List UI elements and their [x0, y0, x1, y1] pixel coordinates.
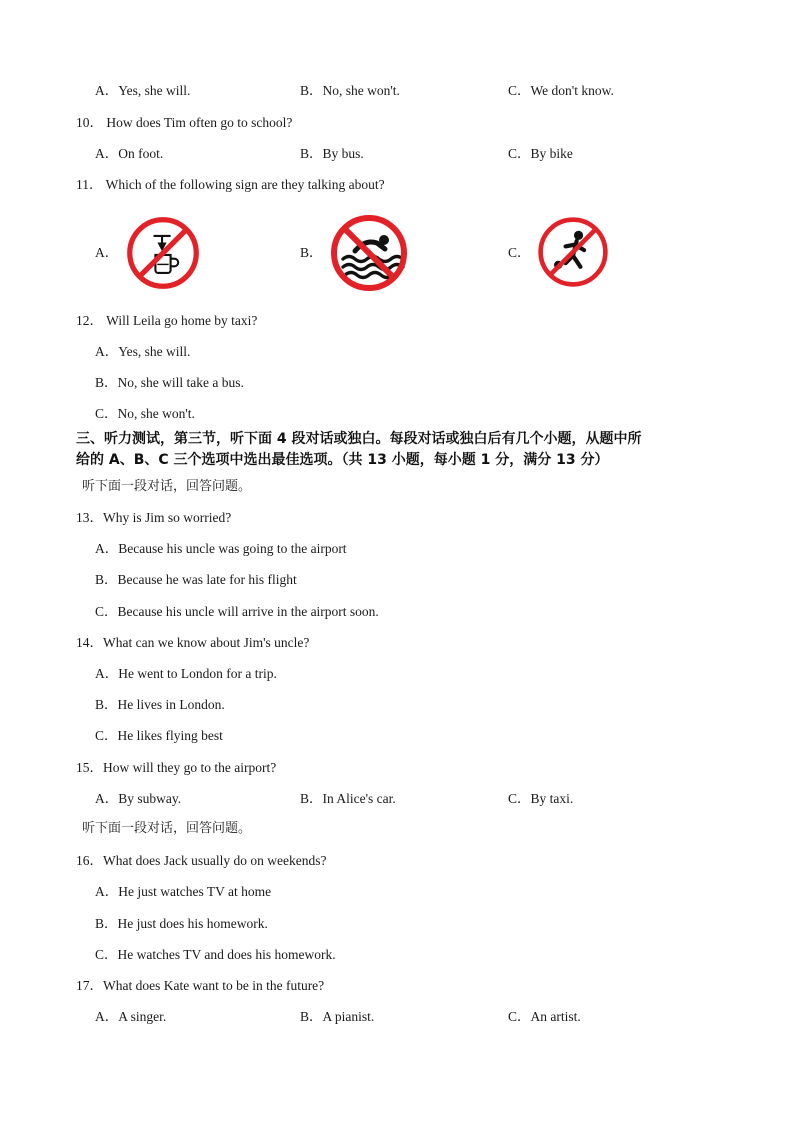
option-a: A．By subway.: [95, 791, 182, 806]
option-c: C．He likes flying best: [95, 728, 223, 743]
question-10: 10． How does Tim often go to school?: [76, 115, 293, 130]
option-c: C．He watches TV and does his homework.: [95, 947, 336, 962]
option-a: A．A singer.: [95, 1009, 167, 1024]
section-heading: [76, 429, 736, 471]
option-b: B．Because he was late for his flight: [95, 572, 297, 587]
option-c: C．An artist.: [508, 1009, 581, 1024]
option-b: B．By bus.: [300, 146, 364, 161]
option-a: A．Because his uncle was going to the airport: [95, 541, 347, 556]
question-13: 13．Why is Jim so worried?: [76, 510, 232, 525]
question-11: 11． Which of the following sign are they talking about?: [76, 177, 385, 192]
option-b: B．No, she will take a bus.: [95, 375, 244, 390]
listening-instruction: 听下面一段对话，回答问题。: [82, 479, 252, 494]
section-heading-line1: 三、听力测试，第三节，听下面 4 段对话或独白。每段对话或独白后有几个小题，从题中所: [76, 431, 642, 447]
no-drinking-water-sign-icon: [124, 215, 202, 291]
option-b: B．A pianist.: [300, 1009, 375, 1024]
option-b-label: B．: [300, 245, 323, 260]
option-a: A．On foot.: [95, 146, 164, 161]
section-heading-line2: 给的 A、B、C 三个选项中选出最佳选项。（共 13 小题，每小题 1 分，满分 13 分）: [76, 452, 609, 468]
option-a-label: A．: [95, 245, 119, 260]
question-14: 14．What can we know about Jim's uncle?: [76, 635, 310, 650]
option-b: B．No, she won't.: [300, 83, 400, 98]
option-c-label: C．: [508, 245, 531, 260]
no-swimming-sign-icon: [329, 213, 409, 293]
option-a: A．He just watches TV at home: [95, 884, 272, 899]
option-c: C．We don't know.: [508, 83, 614, 98]
option-a: A．Yes, she will.: [95, 344, 191, 359]
question-17: 17．What does Kate want to be in the future?: [76, 978, 325, 993]
listening-instruction: 听下面一段对话，回答问题。: [82, 821, 252, 836]
option-c: C．By taxi.: [508, 791, 574, 806]
question-16: 16．What does Jack usually do on weekends?: [76, 853, 327, 868]
option-b: B．He lives in London.: [95, 697, 225, 712]
option-c: C．Because his uncle will arrive in the airport soon.: [95, 604, 379, 619]
option-a: A．He went to London for a trip.: [95, 666, 277, 681]
question-15: 15．How will they go to the airport?: [76, 760, 277, 775]
option-a: A．Yes, she will.: [95, 83, 191, 98]
option-c: C．By bike: [508, 146, 573, 161]
option-b: B．In Alice's car.: [300, 791, 396, 806]
option-c: C．No, she won't.: [95, 406, 195, 421]
option-b: B．He just does his homework.: [95, 916, 268, 931]
question-12: 12． Will Leila go home by taxi?: [76, 313, 258, 328]
no-ball-games-sign-icon: [536, 215, 610, 289]
